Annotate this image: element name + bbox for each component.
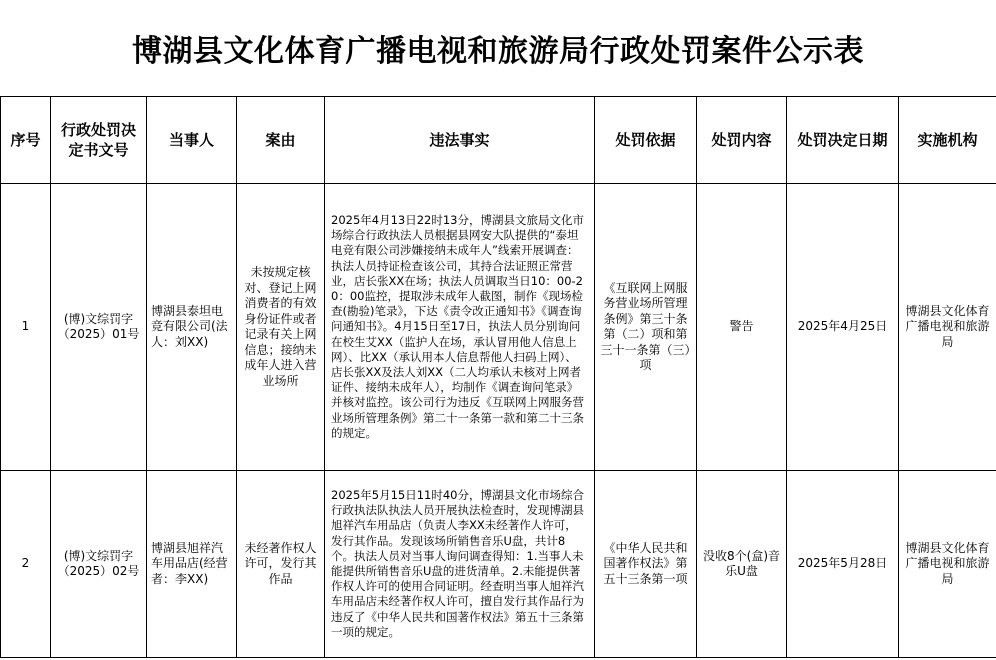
cell-content: 警告 [697,184,787,471]
header-seq: 序号 [1,97,51,184]
cell-agency: 博湖县文化体育广播电视和旅游局 [899,471,996,658]
cell-facts: 2025年4月13日22时13分，博湖县文旅局文化市场综合行政执法人员根据县网安大队提供的“泰坦电竞有限公司涉嫌接纳未成年人”线索开展调查：执法人员持证检查该公司，其持合法证照正常营业，店长张XX在场；执法人员调取当日10：00-20：00监控，提取涉未成年人截图，制作《现场检查(勘验)笔录》，下达《责令改正通知书》《调查询问通知书》。4月15日至17日，执法人员分别询问在校生艾XX（监护人在场，承认冒用他人信息上网）、比XX（承认用本人信息帮他人扫码上网）、店长张XX及法人刘XX（二人均承认未核对上网者证件、接纳未成年人），均制作《调查询问笔录》并核对监控。该公司行为违反《互联网上网服务营业场所管理条例》第二十一条第一款和第二十三条的规定。 [325,184,595,471]
cell-seq: 2 [1,471,51,658]
cell-date: 2025年4月25日 [787,184,899,471]
cell-basis: 《互联网上网服务营业场所管理条例》第三十条第（二）项和第三十一条第（三）项 [595,184,697,471]
header-doc-no: 行政处罚决定书文号 [51,97,147,184]
cell-party: 博湖县旭祥汽车用品店(经营者：李XX) [147,471,237,658]
cell-party: 博湖县泰坦电竞有限公司(法人：刘XX) [147,184,237,471]
table-row [1,184,996,471]
cell-agency: 博湖县文化体育广播电视和旅游局 [899,184,996,471]
cell-content: 没收8个(盒)音乐U盘 [697,471,787,658]
cell-basis: 《中华人民共和国著作权法》第五十三条第一项 [595,471,697,658]
header-facts: 违法事实 [325,97,595,184]
cell-cause: 未按规定核对、登记上网消费者的有效身份证件或者记录有关上网信息；接纳未成年人进入营业场所 [237,184,325,471]
header-content: 处罚内容 [697,97,787,184]
header-party: 当事人 [147,97,237,184]
header-cause: 案由 [237,97,325,184]
cell-cause: 未经著作权人许可，发行其作品 [237,471,325,658]
header-basis: 处罚依据 [595,97,697,184]
header-row [1,97,996,184]
cell-date: 2025年5月28日 [787,471,899,658]
header-agency: 实施机构 [899,97,996,184]
cell-doc-no: (博)文综罚字（2025）02号 [51,471,147,658]
header-date: 处罚决定日期 [787,97,899,184]
cell-seq: 1 [1,184,51,471]
table-row [1,471,996,658]
page-title: 博湖县文化体育广播电视和旅游局行政处罚案件公示表 [132,34,864,69]
cell-doc-no: (博)文综罚字（2025）01号 [51,184,147,471]
penalty-table [0,96,996,658]
cell-facts: 2025年5月15日11时40分，博湖县文化市场综合行政执法队执法人员开展执法检查时，发现博湖县旭祥汽车用品店（负责人李XX未经著作人许可，发行其作品。发现该场所销售音乐U盘，共计8个。执法人员对当事人询问调查得知：1.当事人未能提供所销售音乐U盘的进货清单。2.未能提供著作权人许可的使用合同证明。经查明当事人旭祥汽车用品店未经著作权人许可，擅自发行其作品行为违反了《中华人民共和国著作权法》第五十三条第一项的规定。 [325,471,595,658]
